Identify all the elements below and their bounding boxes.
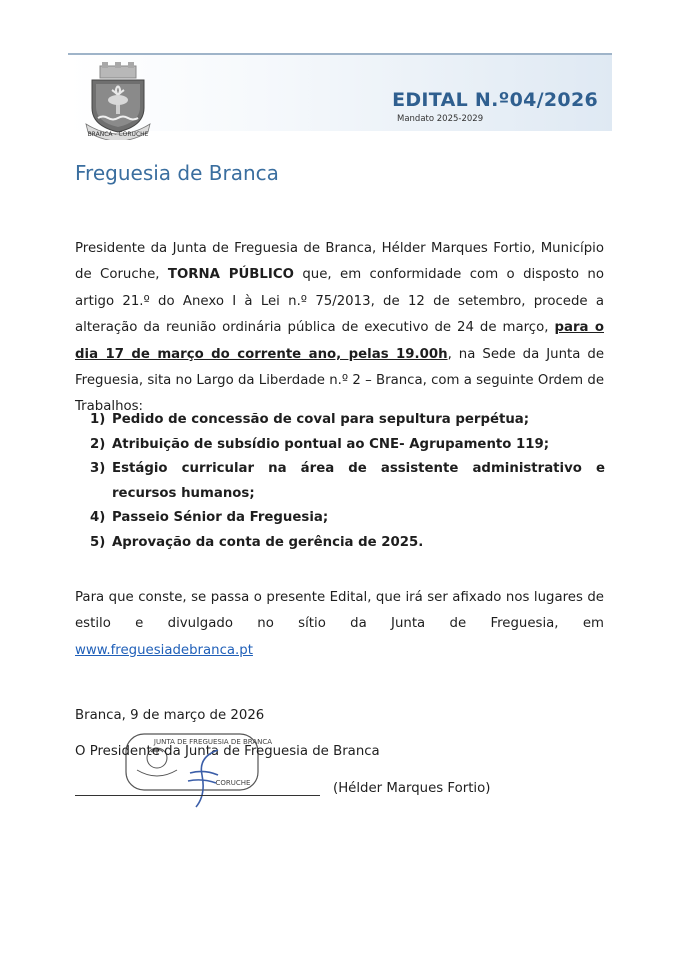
agenda-item-text: Atribuição de subsídio pontual ao CNE- Agrupamento 119; — [112, 436, 550, 452]
intro-text-2: que, em conformidade com o disposto no artigo 21.º do Anexo I à Lei n.º 75/2013, de 12 de setembro, procede a alteração da reunião ordinária pública de executivo de 24 de março, — [75, 267, 604, 336]
agenda-item-number: 4) — [90, 510, 106, 525]
agenda-item — [90, 457, 605, 506]
agenda-item-number: 1) — [90, 412, 106, 427]
agenda-item-text: Pedido de concessão de coval para sepultura perpétua; — [112, 412, 530, 427]
agenda-item-text: Estágio curricular na área de assistente administrativo e recursos humanos; — [112, 461, 605, 501]
agenda-item — [90, 408, 605, 433]
agenda-item-number: 5) — [90, 534, 106, 550]
date-line: Branca, 9 de março de 2026 — [75, 708, 265, 723]
agenda-item-text: Aprovação da conta de gerência de 2025. — [112, 534, 424, 550]
agenda-list — [90, 408, 605, 555]
closing-paragraph — [75, 585, 604, 664]
edital-number-title: EDITAL N.º04/2026 — [392, 89, 598, 111]
header-rule — [68, 53, 612, 55]
crest-caption: BRANCA - CORUCHE — [87, 131, 149, 138]
intro-text-3: , na Sede da Junta de Freguesia, sita no Largo da Liberdade n.º 2 – Branca, com a seguinte Ordem de Trabalhos: — [75, 346, 604, 415]
coat-of-arms-logo — [80, 60, 156, 140]
page-title: Freguesia de Branca — [75, 161, 279, 185]
agenda-item-number: 3) — [90, 461, 106, 476]
intro-bold: TORNA PÚBLICO — [167, 267, 294, 283]
stamp-bottom-text: CORUCHE — [215, 779, 251, 787]
intro-text-1: Presidente da Junta de Freguesia de Branca, Hélder Marques Fortio, Município de Coruche, — [75, 241, 604, 283]
signature-caption: O Presidente da Junta de Freguesia de Branca — [75, 744, 380, 759]
signature-line — [75, 795, 320, 796]
agenda-item — [90, 531, 605, 556]
stamp-top-text: JUNTA DE FREGUESIA DE BRANCA — [153, 738, 273, 746]
agenda-item — [90, 506, 605, 531]
signatory-name: (Hélder Marques Fortio) — [333, 781, 491, 796]
closing-text: Para que conste, se passa o presente Edital, que irá ser afixado nos lugares de estilo e divulgado no sítio da Junta de Freguesia, em — [75, 590, 604, 632]
handwritten-signature — [178, 745, 228, 810]
intro-paragraph — [75, 236, 604, 421]
agenda-item-text: Passeio Sénior da Freguesia; — [112, 510, 329, 525]
meeting-date-highlight: para o dia 17 de março do corrente ano, pelas 19.00h — [75, 320, 604, 362]
agenda-item — [90, 433, 605, 458]
website-link[interactable]: www.freguesiadebranca.pt — [75, 642, 253, 658]
agenda-item-number: 2) — [90, 436, 106, 452]
mandate-label: Mandato 2025-2029 — [397, 114, 484, 124]
